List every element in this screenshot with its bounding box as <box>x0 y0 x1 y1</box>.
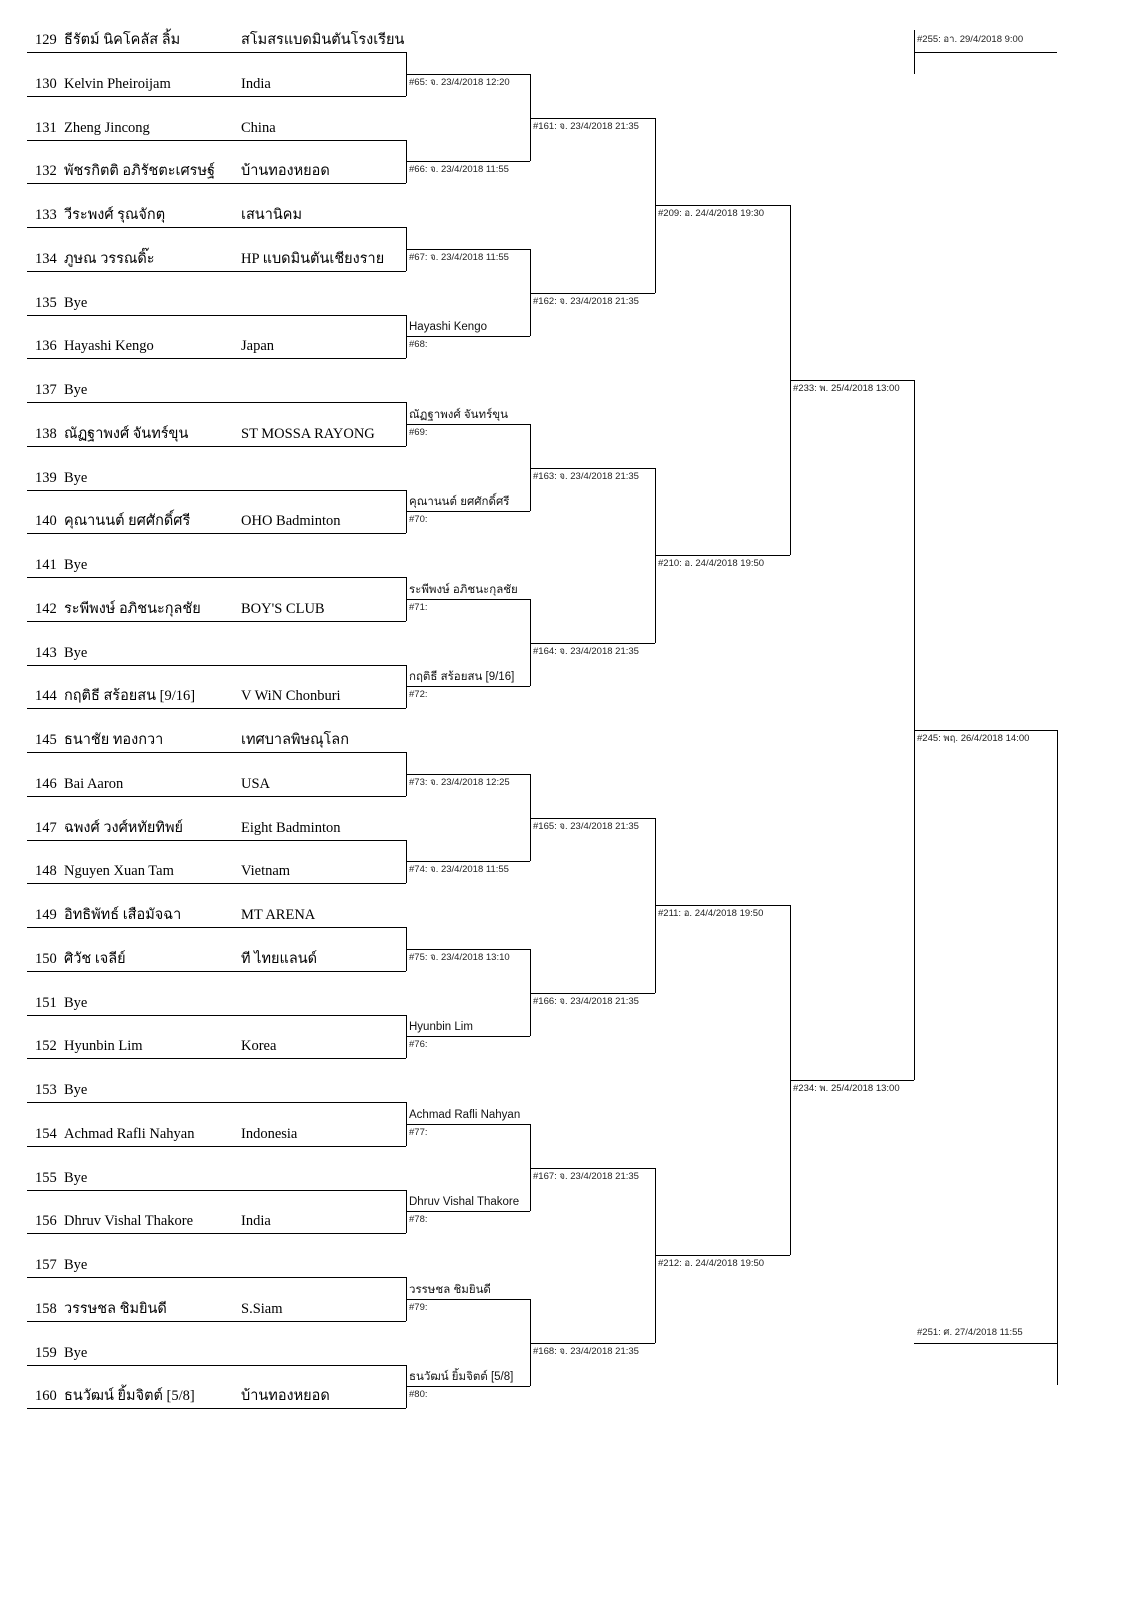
player-name: วรรษชล ชิมยินดี <box>64 1300 167 1317</box>
match-label: #251: ศ. 27/4/2018 11:55 <box>917 1327 1023 1338</box>
match-label: #76: <box>409 1039 428 1051</box>
player-club: Korea <box>241 1038 277 1055</box>
player-number: 142 <box>35 600 57 617</box>
match-label: #77: <box>409 1126 428 1138</box>
player-number: 154 <box>35 1125 57 1142</box>
match-label: #210: อ. 24/4/2018 19:50 <box>658 558 765 570</box>
player-number: 130 <box>35 75 57 92</box>
player-number: 159 <box>35 1344 57 1361</box>
bracket-advance-line <box>406 511 530 512</box>
player-line <box>27 402 406 403</box>
bracket-advance-line <box>530 1343 655 1344</box>
player-name: Bye <box>64 1082 88 1098</box>
bracket-advance-line <box>530 468 655 469</box>
player-club: เทศบาลพิษณุโลก <box>241 732 349 748</box>
advancing-player: Hyunbin Lim <box>409 1021 473 1034</box>
bracket-advance-line <box>406 74 530 75</box>
player-line <box>27 490 406 491</box>
match-label: #165: จ. 23/4/2018 21:35 <box>533 820 639 832</box>
player-club: เสนานิคม <box>241 207 303 223</box>
bracket-advance-line <box>406 161 530 162</box>
bracket-advance-line <box>406 949 530 950</box>
player-number: 146 <box>35 775 57 792</box>
player-club: MT ARENA <box>241 907 316 923</box>
player-name: วีระพงศ์ รุณจักตุ <box>64 207 166 223</box>
player-number: 141 <box>35 557 57 573</box>
match-label: #245: พฤ. 26/4/2018 14:00 <box>917 733 1030 745</box>
player-line <box>27 796 406 797</box>
player-line <box>27 227 406 228</box>
player-name: ศิวัช เจลีย์ <box>64 950 126 967</box>
player-club: S.Siam <box>241 1300 283 1317</box>
player-club: ที ไทยแลนด์ <box>241 950 318 967</box>
bracket-advance-line <box>530 1168 655 1169</box>
player-number: 150 <box>35 950 57 967</box>
player-line <box>27 1015 406 1016</box>
player-club: Japan <box>241 338 275 355</box>
player-line <box>27 840 406 841</box>
match-label: #73: จ. 23/4/2018 12:25 <box>409 776 510 788</box>
match-label: #255: อา. 29/4/2018 9:00 <box>917 34 1024 45</box>
bracket-advance-line <box>914 730 1057 731</box>
match-label: #70: <box>409 514 428 526</box>
player-number: 152 <box>35 1038 57 1055</box>
bracket-advance-line <box>530 118 655 119</box>
bracket-advance-line <box>655 905 790 906</box>
bracket-advance-line <box>530 993 655 994</box>
player-name: Dhruv Vishal Thakore <box>64 1213 194 1230</box>
player-line <box>27 1233 406 1234</box>
final-connector <box>1057 730 1058 1385</box>
advancing-player: Hayashi Kengo <box>409 321 487 334</box>
advancing-player: คุณานนต์ ยศศักดิ์ศรี <box>409 496 510 509</box>
bracket-advance-line <box>790 1080 914 1081</box>
player-number: 143 <box>35 644 57 661</box>
player-club: Vietnam <box>241 863 291 880</box>
player-club: BOY'S CLUB <box>241 600 325 617</box>
player-name: Bye <box>64 382 88 398</box>
bracket-advance-line <box>406 774 530 775</box>
bracket-advance-line <box>655 205 790 206</box>
player-line <box>27 971 406 972</box>
player-name: อิทธิพัทธ์ เสือมัจฉา <box>64 907 182 923</box>
player-number: 155 <box>35 1169 57 1186</box>
player-line <box>27 708 406 709</box>
advancing-player: กฤติธี สร้อยสน [9/16] <box>409 671 515 684</box>
player-club: บ้านทองหยอด <box>241 163 330 180</box>
player-line <box>27 1058 406 1059</box>
advancing-player: วรรษชล ชิมยินดี <box>409 1283 491 1296</box>
match-label: #234: พ. 25/4/2018 13:00 <box>793 1083 900 1095</box>
match-label: #79: <box>409 1301 428 1313</box>
bracket-advance-line <box>530 293 655 294</box>
player-name: Bye <box>64 469 88 486</box>
player-number: 136 <box>35 338 57 355</box>
player-name: ระพีพงษ์ อภิชนะกุลชัย <box>64 600 201 617</box>
player-name: Achmad Rafli Nahyan <box>64 1125 195 1142</box>
player-line <box>27 1408 406 1409</box>
player-name: กฤติธี สร้อยสน [9/16] <box>64 688 196 705</box>
bracket-advance-line <box>406 1036 530 1037</box>
player-number: 156 <box>35 1213 57 1230</box>
player-number: 148 <box>35 863 57 880</box>
match-label: #75: จ. 23/4/2018 13:10 <box>409 951 510 963</box>
player-club: India <box>241 75 271 92</box>
player-number: 151 <box>35 994 57 1011</box>
player-line <box>27 927 406 928</box>
bracket-advance-line <box>406 599 530 600</box>
player-name: Hayashi Kengo <box>64 338 154 355</box>
advancing-player: Achmad Rafli Nahyan <box>409 1108 521 1121</box>
player-number: 139 <box>35 469 57 486</box>
player-line <box>27 621 406 622</box>
player-number: 137 <box>35 382 57 398</box>
bracket-advance-line <box>406 1124 530 1125</box>
player-number: 149 <box>35 907 57 923</box>
player-name: Nguyen Xuan Tam <box>64 863 174 880</box>
player-line <box>27 883 406 884</box>
player-line <box>27 1190 406 1191</box>
semifinal-side-line <box>914 1343 1057 1344</box>
player-line <box>27 96 406 97</box>
player-name: Bye <box>64 1344 88 1361</box>
match-label: #80: <box>409 1389 428 1401</box>
match-label: #211: อ. 24/4/2018 19:50 <box>658 908 764 920</box>
player-number: 145 <box>35 732 57 748</box>
player-club: สโมสรแบดมินตันโรงเรียน <box>241 32 405 48</box>
player-number: 133 <box>35 207 57 223</box>
match-label: #74: จ. 23/4/2018 11:55 <box>409 864 509 876</box>
match-label: #168: จ. 23/4/2018 21:35 <box>533 1345 639 1357</box>
player-line <box>27 358 406 359</box>
player-number: 140 <box>35 513 57 530</box>
player-line <box>27 665 406 666</box>
player-club: V WiN Chonburi <box>241 688 341 705</box>
player-name: Bye <box>64 1257 88 1273</box>
match-label: #78: <box>409 1214 428 1226</box>
bracket-advance-line <box>790 380 914 381</box>
bracket-advance-line <box>406 1299 530 1300</box>
player-name: ธนาชัย ทองกวา <box>64 732 164 748</box>
player-number: 153 <box>35 1082 57 1098</box>
bracket-advance-line <box>406 686 530 687</box>
match-label: #68: <box>409 339 428 351</box>
match-label: #166: จ. 23/4/2018 21:35 <box>533 995 639 1007</box>
match-label: #233: พ. 25/4/2018 13:00 <box>793 383 900 395</box>
match-label: #72: <box>409 689 428 701</box>
bracket-advance-line <box>655 1255 790 1256</box>
player-club: บ้านทองหยอด <box>241 1388 330 1405</box>
match-label: #212: อ. 24/4/2018 19:50 <box>658 1258 765 1270</box>
player-line <box>27 1146 406 1147</box>
player-line <box>27 533 406 534</box>
match-label: #167: จ. 23/4/2018 21:35 <box>533 1170 639 1182</box>
player-name: ธีรัตม์ นิคโคลัส ลิ้ม <box>64 32 181 48</box>
bracket-advance-line <box>655 555 790 556</box>
bracket-advance-line <box>406 1211 530 1212</box>
player-club: ST MOSSA RAYONG <box>241 425 375 442</box>
player-club: China <box>241 119 276 136</box>
player-name: Bai Aaron <box>64 775 124 792</box>
player-line <box>27 52 406 53</box>
player-number: 135 <box>35 294 57 311</box>
player-name: Bye <box>64 994 88 1011</box>
bracket-advance-line <box>406 861 530 862</box>
player-line <box>27 271 406 272</box>
match-label: #71: <box>409 601 428 613</box>
player-name: ภูษณ วรรณดิ๊ะ <box>64 250 155 267</box>
player-club: USA <box>241 775 271 792</box>
player-name: ธนวัฒน์ ยิ้มจิตต์ [5/8] <box>64 1388 195 1405</box>
player-line <box>27 1365 406 1366</box>
player-club: OHO Badminton <box>241 513 341 530</box>
player-line <box>27 140 406 141</box>
bracket-advance-line <box>406 249 530 250</box>
player-line <box>27 1277 406 1278</box>
player-number: 132 <box>35 163 57 180</box>
player-number: 147 <box>35 819 57 836</box>
player-name: Bye <box>64 557 88 573</box>
player-number: 158 <box>35 1300 57 1317</box>
player-club: India <box>241 1213 271 1230</box>
player-number: 138 <box>35 425 57 442</box>
player-line <box>27 752 406 753</box>
player-number: 131 <box>35 119 57 136</box>
player-line <box>27 446 406 447</box>
player-name: Zheng Jincong <box>64 119 150 136</box>
match-label: #69: <box>409 426 428 438</box>
player-name: Bye <box>64 1169 88 1186</box>
match-label: #164: จ. 23/4/2018 21:35 <box>533 645 639 657</box>
player-number: 134 <box>35 250 57 267</box>
bracket-advance-line <box>530 818 655 819</box>
player-line <box>27 183 406 184</box>
match-label: #163: จ. 23/4/2018 21:35 <box>533 470 639 482</box>
advancing-player: ระพีพงษ์ อภิชนะกุลชัย <box>409 583 518 596</box>
bracket-advance-line <box>530 643 655 644</box>
bracket-advance-line <box>406 336 530 337</box>
match-label: #161: จ. 23/4/2018 21:35 <box>533 120 639 132</box>
player-name: Hyunbin Lim <box>64 1038 143 1055</box>
player-line <box>27 315 406 316</box>
player-name: Bye <box>64 294 88 311</box>
bracket-advance-line <box>406 1386 530 1387</box>
player-line <box>27 577 406 578</box>
final-match-line <box>914 52 1057 53</box>
final-match-tick <box>914 30 915 74</box>
bracket-advance-line <box>406 424 530 425</box>
advancing-player: Dhruv Vishal Thakore <box>409 1196 520 1209</box>
player-name: พัชรกิตติ อภิรัชตะเศรษฐ์ <box>64 163 216 180</box>
player-club: Indonesia <box>241 1125 298 1142</box>
player-number: 129 <box>35 32 57 48</box>
match-label: #67: จ. 23/4/2018 11:55 <box>409 251 509 263</box>
player-name: Bye <box>64 644 88 661</box>
match-label: #162: จ. 23/4/2018 21:35 <box>533 295 639 307</box>
player-line <box>27 1102 406 1103</box>
match-label: #66: จ. 23/4/2018 11:55 <box>409 164 509 176</box>
match-label: #209: อ. 24/4/2018 19:30 <box>658 208 765 220</box>
player-line <box>27 1321 406 1322</box>
player-name: Kelvin Pheiroijam <box>64 75 171 92</box>
player-name: คุณานนต์ ยศศักดิ์ศรี <box>64 513 191 530</box>
advancing-player: ธนวัฒน์ ยิ้มจิตต์ [5/8] <box>409 1371 514 1384</box>
player-number: 160 <box>35 1388 57 1405</box>
player-name: ฉพงศ์ วงศ์หทัยทิพย์ <box>64 819 183 836</box>
player-name: ณัฏฐาพงศ์ จันทร์ขุน <box>64 425 189 442</box>
player-club: HP แบดมินตันเชียงราย <box>241 250 385 267</box>
player-number: 144 <box>35 688 57 705</box>
advancing-player: ณัฏฐาพงศ์ จันทร์ขุน <box>409 408 508 421</box>
match-label: #65: จ. 23/4/2018 12:20 <box>409 76 510 88</box>
player-number: 157 <box>35 1257 57 1273</box>
player-club: Eight Badminton <box>241 819 341 836</box>
